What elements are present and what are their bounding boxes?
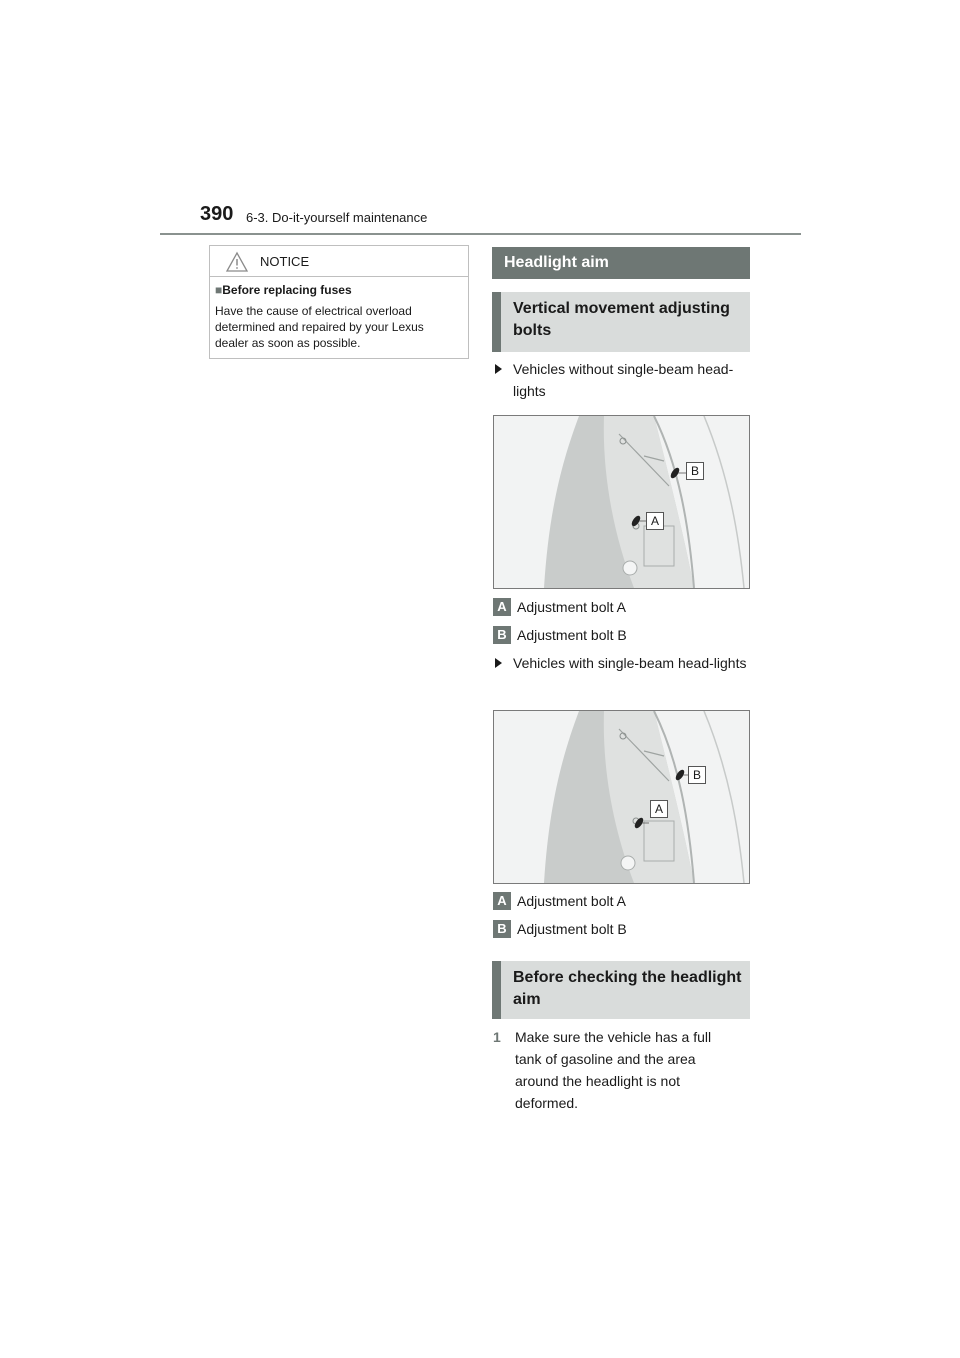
- headlight-figure-1: [493, 415, 750, 589]
- bullet-item: [495, 652, 753, 698]
- notice-box: [209, 245, 469, 359]
- caption-row: [493, 626, 751, 644]
- caption-row: [493, 920, 751, 938]
- subheading-vertical-bolts: Vertical movement adjusting bolts: [492, 292, 750, 352]
- headlight-figure-2: [493, 710, 750, 884]
- caption-text: Adjustment bolt B: [517, 921, 627, 937]
- square-bullet-icon: ■: [215, 283, 223, 297]
- callout-a: A: [646, 512, 664, 530]
- notice-body: Have the cause of electrical overload determined and repaired by your Lexus dealer as soon as possible.: [215, 304, 424, 350]
- callout-a: A: [650, 800, 668, 818]
- bullet-item: [495, 358, 753, 404]
- subheading-before-checking: Before checking the headlight aim: [492, 961, 750, 1019]
- notice-header: [210, 246, 468, 277]
- step-number: 1: [493, 1029, 501, 1045]
- bullet-text: Vehicles with single-beam head-lights: [513, 655, 747, 671]
- bullet-text: Vehicles without single-beam head-lights: [513, 361, 734, 399]
- header-divider: [160, 233, 801, 235]
- notice-subheading-text: Before replacing fuses: [222, 283, 352, 297]
- caption-badge: B: [493, 626, 511, 644]
- step-text: Make sure the vehicle has a full tank of gasoline and the area around the headlight is not deformed.: [515, 1029, 712, 1111]
- headlight-illustration: [494, 711, 749, 883]
- page-number: 390: [200, 203, 234, 225]
- caption-badge: B: [493, 920, 511, 938]
- caption-row: [493, 892, 751, 910]
- caption-badge: A: [493, 598, 511, 616]
- triangle-bullet-icon: [495, 658, 502, 668]
- warning-triangle-icon: [225, 251, 249, 273]
- notice-label: NOTICE: [260, 254, 310, 269]
- section-heading: Headlight aim: [492, 247, 750, 279]
- caption-text: Adjustment bolt A: [517, 599, 626, 615]
- section-title: 6-3. Do-it-yourself maintenance: [246, 210, 428, 225]
- callout-b: B: [688, 766, 706, 784]
- triangle-bullet-icon: [495, 364, 502, 374]
- caption-badge: A: [493, 892, 511, 910]
- notice-subheading: [215, 283, 352, 297]
- caption-row: [493, 598, 751, 616]
- callout-b: B: [686, 462, 704, 480]
- caption-text: Adjustment bolt B: [517, 627, 627, 643]
- headlight-illustration: [494, 416, 749, 588]
- caption-text: Adjustment bolt A: [517, 893, 626, 909]
